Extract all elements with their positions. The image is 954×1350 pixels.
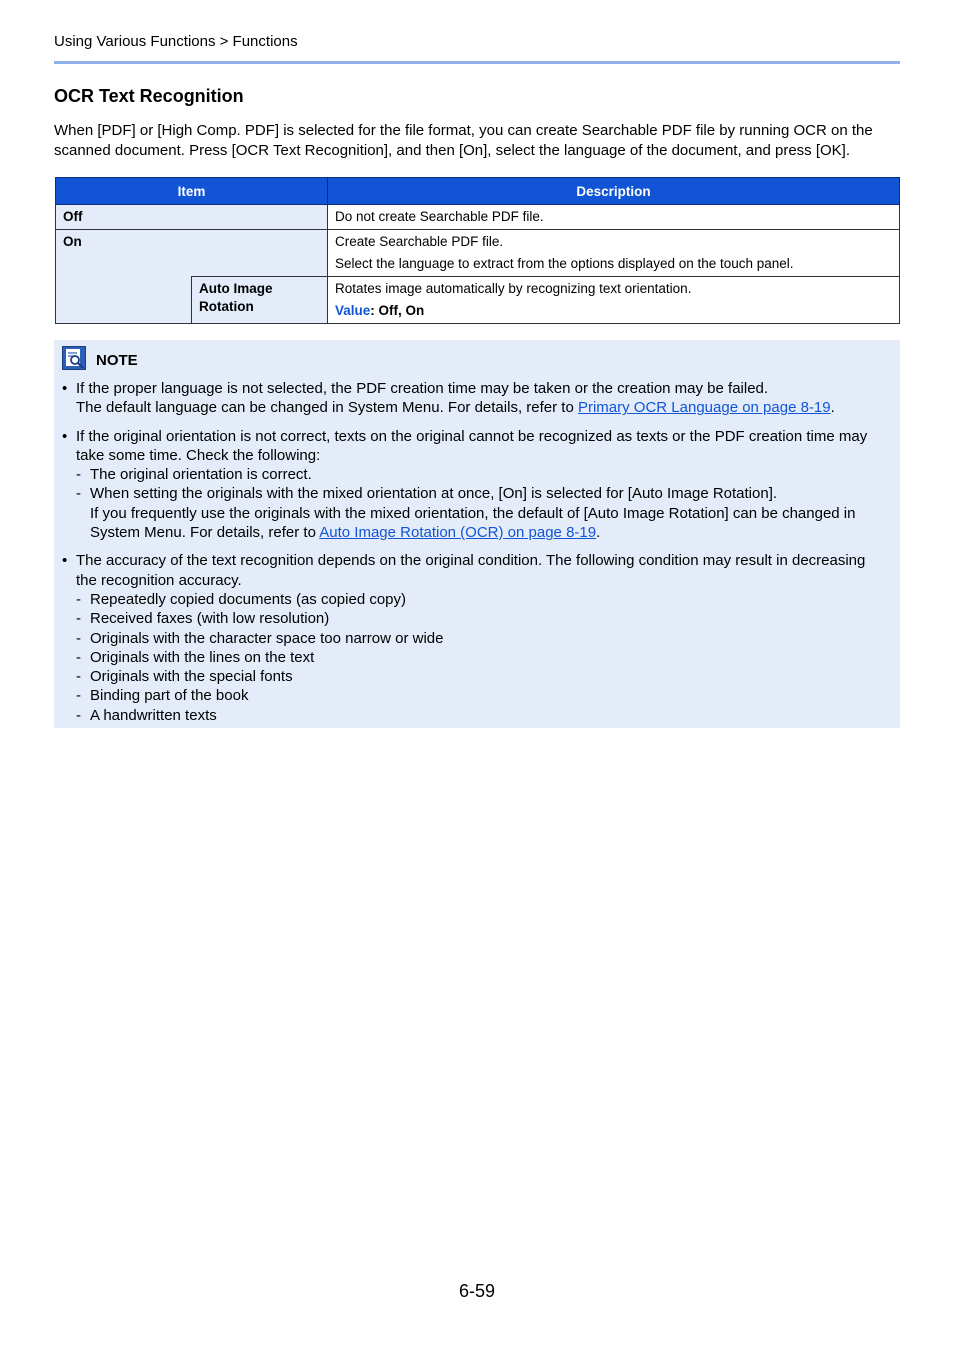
note-header (62, 349, 886, 373)
note-sub-item: - Originals with the special fonts (76, 667, 886, 686)
table-row (56, 230, 900, 277)
note-text (90, 504, 886, 543)
note-icon (62, 346, 96, 375)
note-text (76, 398, 886, 417)
primary-ocr-language-link[interactable]: Primary OCR Language on page 8-19 (577, 399, 831, 417)
note-text: • The accuracy of the text recognition depends on the original condition. The following condition may result in decreasing the recognition accuracy. (76, 552, 866, 589)
description-cell-on (328, 230, 900, 277)
note-text-segment: . (830, 399, 835, 417)
column-header-item: Item (56, 178, 328, 205)
note-text: • If the proper language is not selected, the PDF creation time may be taken or the creation may be failed. (76, 380, 769, 397)
note-box (54, 340, 900, 728)
note-bullet (62, 427, 886, 543)
note-sub-item: - Binding part of the book (76, 686, 886, 705)
item-cell-off: Off (56, 205, 328, 230)
header-rule (54, 61, 900, 64)
note-sub-item: - Originals with the character space too narrow or wide (76, 629, 886, 648)
subitem-cell-auto-image-rotation: Auto Image Rotation (192, 277, 328, 324)
note-bullet (62, 551, 886, 725)
note-bullet (62, 379, 886, 418)
description-line: Select the language to extract from the options displayed on the touch panel. (335, 256, 794, 271)
note-text: • If the original orientation is not correct, texts on the original cannot be recognized as texts or the PDF creation time may take some time. Check the following: (76, 427, 868, 464)
column-header-description: Description (328, 178, 900, 205)
description-cell-auto-image-rotation (328, 277, 900, 324)
note-text-segment: If you frequently use the originals with the mixed orientation, the default of [Auto Image Rotation] can be changed in System Menu. For details, refer to (90, 504, 856, 542)
breadcrumb: Using Various Functions > Functions (54, 33, 298, 50)
note-text: - When setting the originals with the mixed orientation at once, [On] is selected for [Auto Image Rotation]. (90, 485, 778, 503)
section-title: OCR Text Recognition (54, 86, 244, 106)
description-line: Rotates image automatically by recognizing text orientation. (335, 281, 692, 296)
note-sub-item: - The original orientation is correct. (76, 465, 886, 484)
note-text-segment: The default language can be changed in System Menu. For details, refer to (76, 399, 578, 417)
note-sub-item: - Originals with the lines on the text (76, 648, 886, 667)
auto-image-rotation-link[interactable]: Auto Image Rotation (OCR) on page 8-19 (319, 524, 597, 542)
table-header-row (56, 178, 900, 205)
settings-table (55, 177, 900, 324)
note-sub-item: - Received faxes (with low resolution) (76, 609, 886, 628)
item-cell-on: On (56, 230, 328, 277)
intro-paragraph: When [PDF] or [High Comp. PDF] is selected for the file format, you can create Searchable PDF file by running OCR on the scanned document. Press [OCR Text Recognition], and then [On], select the language of the document, and press [OK]. (54, 122, 873, 159)
note-sub-item: - A handwritten texts (76, 706, 886, 725)
description-cell-off: Do not create Searchable PDF file. (328, 205, 900, 230)
note-text-segment: . (596, 524, 601, 542)
description-line: Create Searchable PDF file. (335, 234, 504, 249)
item-cell-empty (56, 277, 192, 324)
value-line (335, 302, 892, 320)
note-sub-item (76, 484, 886, 542)
table-row (56, 277, 900, 324)
page-number: 6-59 (458, 1281, 496, 1301)
value-label: Value (335, 303, 371, 318)
note-title: NOTE (96, 352, 138, 370)
value-text: : Off, On (370, 303, 425, 318)
note-sub-item: - Repeatedly copied documents (as copied copy) (76, 590, 886, 609)
table-row (56, 205, 900, 230)
